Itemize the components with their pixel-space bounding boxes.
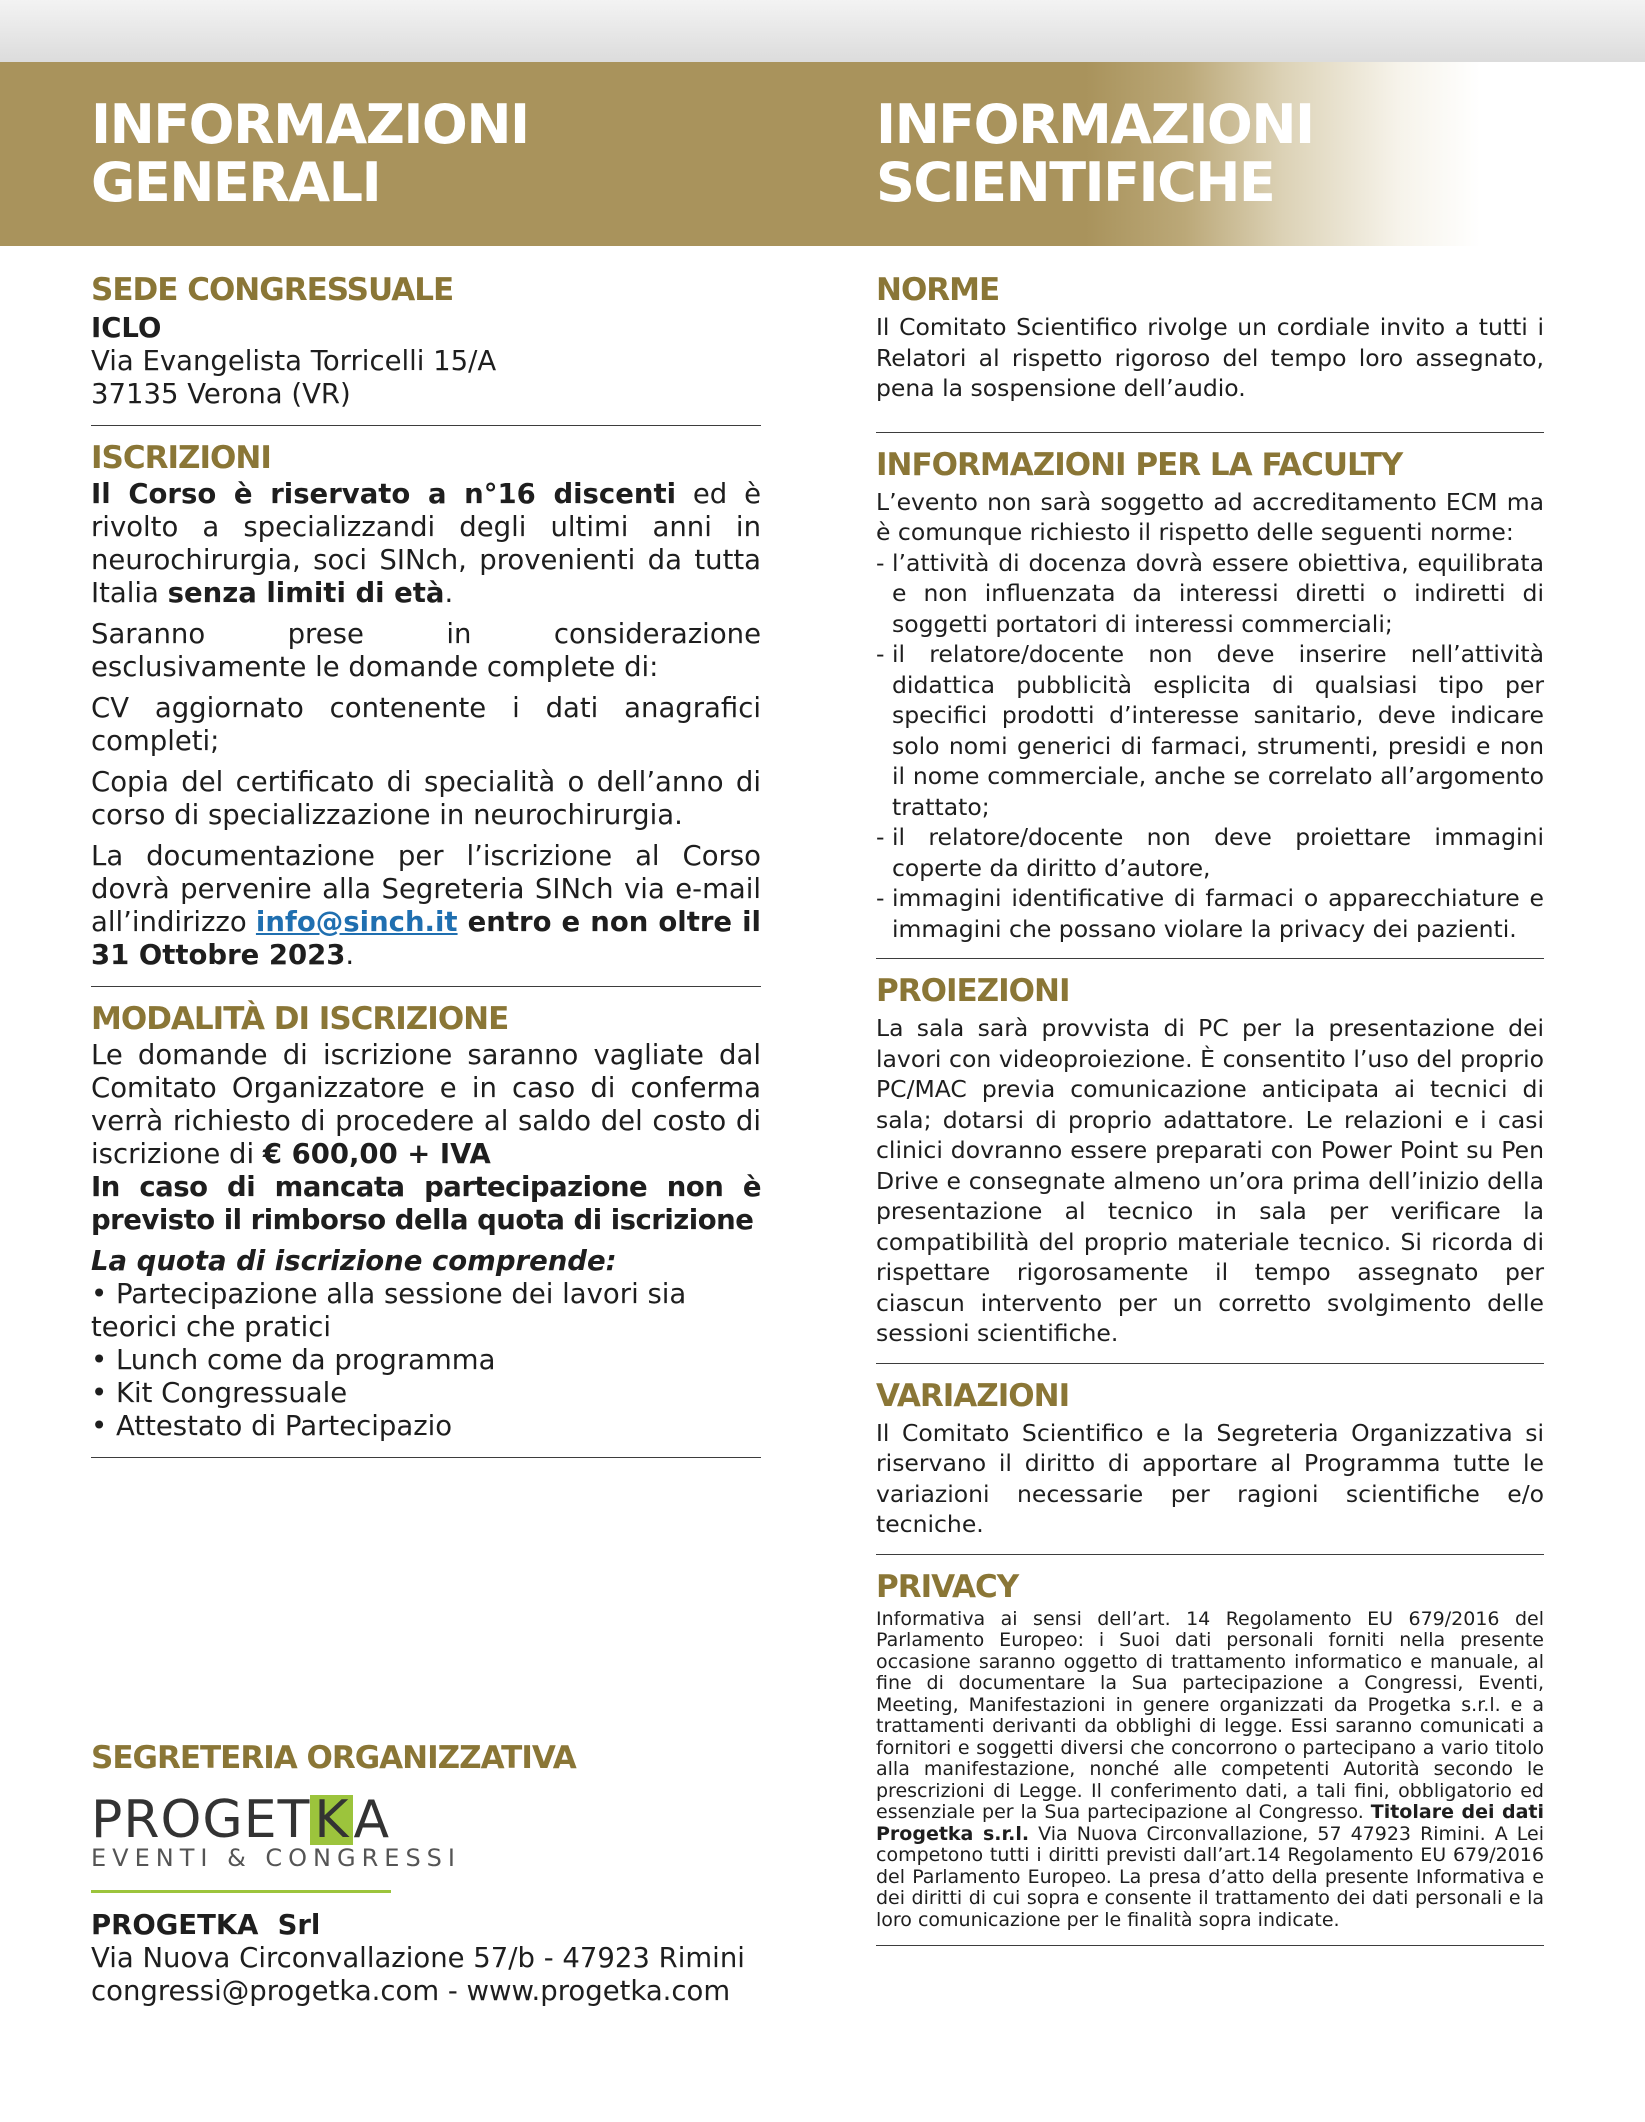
proiezioni-text: La sala sarà provvista di PC per la presentazione dei lavori con videoproiezione. È consentito l’uso del proprio PC/MAC previa comunicazione anticipata ai tecnici di sala; dotarsi di proprio adattatore. Le relazioni e i casi clinici dovranno essere preparati con Power Point su Pen Drive e consegnate almeno un’ora prima dell’inizio della presentazione al tecnico in sala per verificare la compatibilità del proprio materiale tecnico. Si ricorda di rispettare rigorosamente il tempo assegnato per ciascun intervento per un corretto svolgimento delle sessioni scientifiche. (876, 1014, 1544, 1347)
company-contacts: congressi@progetka.com - www.progetka.com (91, 1975, 731, 2007)
faculty-intro: L’evento non sarà soggetto ad accreditamento ECM ma è comunque richiesto il rispetto delle seguenti norme: (876, 487, 1544, 546)
contact-block (91, 1909, 761, 2008)
iscrizioni-heading: ISCRIZIONI (91, 440, 271, 476)
company-address: Via Nuova Circonvallazione 57/b - 47923 Rimini (91, 1942, 745, 1974)
title-line: INFORMAZIONI (91, 93, 529, 156)
faculty-body (876, 487, 1544, 945)
section-privacy (876, 1567, 1544, 1947)
bold-text: Il Corso è riservato a n°16 discenti (91, 478, 677, 510)
title-informazioni-generali (91, 93, 529, 214)
norme-text: Il Comitato Scientifico rivolge un cordiale invito a tutti i Relatori al rispetto rigoroso del tempo loro assegnato, pena la sospensione dell’audio. (876, 313, 1544, 402)
proiezioni-heading: PROIEZIONI (876, 973, 1070, 1009)
logo-underline (91, 1890, 391, 1893)
venue-address2: 37135 Verona (VR) (91, 378, 351, 410)
price: € 600,00 + IVA (262, 1138, 491, 1170)
list-item: • Kit Congressuale (91, 1377, 348, 1409)
left-column (91, 270, 761, 1470)
modalita-p1 (91, 1039, 761, 1171)
list-item: - l’attività di docenza dovrà essere obiettiva, equilibrata e non influenzata da interessi diretti o indiretti di soggetti portatori di interessi commerciali; (876, 548, 1544, 640)
right-column (876, 270, 1544, 1946)
privacy-heading: PRIVACY (876, 1568, 1019, 1605)
text: Via Nuova Circonvallazione, 57 47923 Rimini. A Lei competono tutti i diritti previsti dall’art.14 Regolamento EU 679/2016 del Parlamento Europeo. La presa d’atto della presente Informativa e dei diritti di cui sopra e consente il trattamento dei dati personali e la loro comunicazione per le finalità sopra indicate. (876, 1822, 1544, 1931)
bold-text: Titolare dei dati Progetka s.r.l. (876, 1801, 1545, 1845)
list-item: • Attestato di Partecipazio (91, 1410, 453, 1442)
iscrizioni-body (91, 478, 761, 972)
text: La documentazione per l’iscrizione al Corso dovrà pervenire alla Segreteria SINch via e-mail all’indirizzo (91, 840, 761, 938)
section-proiezioni (876, 971, 1544, 1364)
progetka-logo (91, 1792, 761, 1893)
list-item: - il relatore/docente non deve inserire nell’attività didattica pubblicità esplicita di qualsiasi tipo per specifici prodotti d’interesse sanitario, deve indicare solo nomi generici di farmaci, strumenti, presidi e non il nome commerciale, anche se correlato all’argomento trattato; (876, 639, 1544, 822)
section-modalita (91, 999, 761, 1458)
modalita-body (91, 1039, 761, 1443)
list-item: • Partecipazione alla sessione dei lavori sia teorici che pratici (91, 1278, 687, 1343)
italic-bold-text: La quota di iscrizione comprende: (91, 1245, 617, 1277)
section-faculty (876, 445, 1544, 960)
variazioni-heading: VARIAZIONI (876, 1377, 1070, 1414)
title-line: SCIENTIFICHE (876, 151, 1275, 214)
text: Informativa ai sensi dell’art. 14 Regolamento EU 679/2016 del Parlamento Europeo: i Suoi dati personali forniti nella presente occasione saranno oggetto di trattamento informatico e manuale, al fine di documentare la Sua partecipazione a Congressi, Eventi, Meeting, Manifestazioni in genere organizzati da Progetka s.r.l. e a trattamenti derivanti da obblighi di legge. Essi saranno comunicati a fornitori e soggetti diversi che concorrono o partecipano a vario titolo alla manifestazione, nonché alle competenti Autorità secondo le prescrizioni di Legge. Il conferimento dati, a tali fini, obbligatorio ed essenziale per la Sua partecipazione al Congresso. (876, 1607, 1544, 1823)
section-segreteria (91, 1738, 761, 2008)
title-informazioni-scientifiche (876, 93, 1314, 214)
email-link[interactable]: info@sinch.it (255, 906, 458, 938)
iscrizioni-p4: Copia del certificato di specialità o dell’anno di corso di specializzazione in neurochirurgia. (91, 766, 761, 831)
segreteria-heading: SEGRETERIA ORGANIZZATIVA (91, 1740, 576, 1776)
logo-text: A (353, 1790, 391, 1850)
modalita-heading: MODALITÀ DI ISCRIZIONE (91, 1001, 509, 1037)
list-item: • Lunch come da programma (91, 1344, 496, 1376)
iscrizioni-p5 (91, 840, 761, 972)
title-line: INFORMAZIONI (876, 93, 1314, 156)
sede-heading: SEDE CONGRESSUALE (91, 272, 454, 308)
text: . (444, 577, 454, 609)
text: ed è rivolto a specializzandi degli ultimi anni in neurochirurgia, soci SINch, provenienti da tutta Italia (91, 478, 761, 609)
modalita-p2 (91, 1171, 761, 1237)
venue-address1: Via Evangelista Torricelli 15/A (91, 345, 497, 377)
iscrizioni-p2: Saranno prese in considerazione esclusivamente le domande complete di: (91, 618, 761, 683)
bold-text: entro e non oltre il 31 Ottobre 2023 (91, 906, 761, 971)
bold-text: In caso di mancata partecipazione non è previsto il rimborso della quota di iscrizione (91, 1171, 761, 1236)
title-line: GENERALI (91, 151, 381, 214)
logo-k: K (310, 1795, 353, 1845)
top-shade (0, 0, 1645, 62)
iscrizioni-p1 (91, 478, 761, 610)
faculty-list (876, 548, 1544, 945)
bold-text: senza limiti di età (167, 577, 445, 609)
text: Le domande di iscrizione saranno vagliate dal Comitato Organizzatore e in caso di conferma verrà richiesto di procedere al saldo del costo di iscrizione di (91, 1039, 761, 1170)
quota-heading (91, 1245, 761, 1278)
logo-tagline: EVENTI & CONGRESSI (91, 1844, 461, 1872)
logo-wordmark (91, 1792, 761, 1848)
company-name: PROGETKA Srl (91, 1909, 321, 1941)
norme-heading: NORME (876, 272, 1000, 308)
list-item: - il relatore/docente non deve proiettare immagini coperte da diritto d’autore, (876, 822, 1544, 883)
faculty-heading: INFORMAZIONI PER LA FACULTY (876, 446, 1403, 483)
section-iscrizioni (91, 438, 761, 987)
logo-text: PROGET (91, 1790, 311, 1850)
section-sede (91, 270, 761, 426)
section-variazioni (876, 1376, 1544, 1555)
list-item: - immagini identificative di farmaci o apparecchiature e immagini che possano violare la privacy dei pazienti. (876, 883, 1544, 944)
section-norme (876, 270, 1544, 433)
privacy-text (876, 1609, 1544, 1932)
quota-list (91, 1278, 761, 1443)
venue-name: ICLO (91, 312, 162, 344)
iscrizioni-p3: CV aggiornato contenente i dati anagrafici completi; (91, 692, 761, 757)
variazioni-text: Il Comitato Scientifico e la Segreteria Organizzativa si riservano il diritto di apportare al Programma tutte le variazioni necessarie per ragioni scientifiche e/o tecniche. (876, 1418, 1544, 1538)
sede-body (91, 312, 761, 411)
text: . (345, 939, 355, 971)
